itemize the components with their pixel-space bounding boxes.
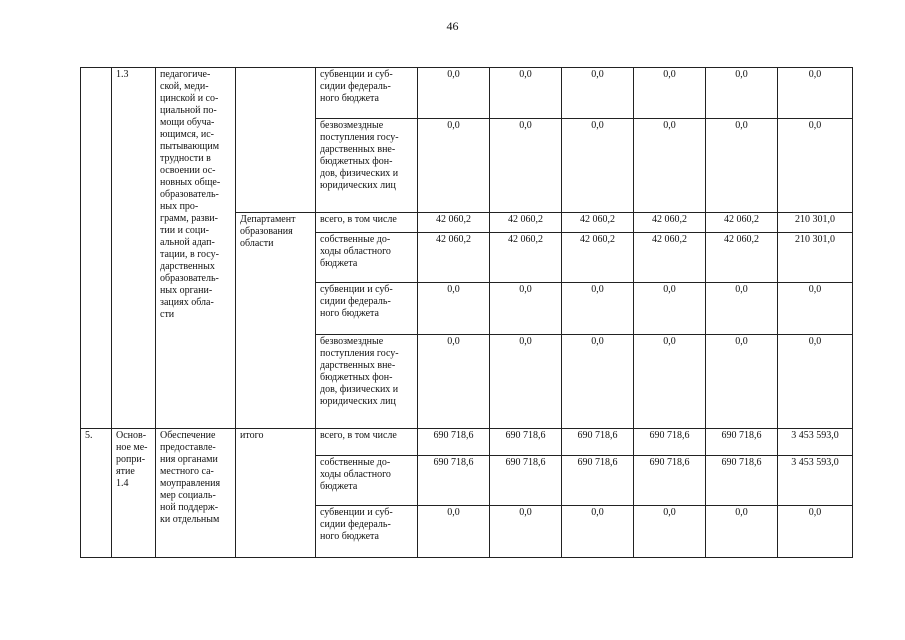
total-value-cell: 0,0 [778,506,853,558]
year-value-cell: 690 718,6 [418,429,490,456]
year-value-cell: 0,0 [418,68,490,119]
year-value-cell: 690 718,6 [490,429,562,456]
row-number-cell: 5. [81,429,112,558]
year-value-cell: 42 060,2 [562,233,634,283]
year-value-cell: 0,0 [418,335,490,429]
year-value-cell: 0,0 [634,335,706,429]
year-value-cell: 690 718,6 [490,456,562,506]
year-value-cell: 0,0 [490,335,562,429]
funding-source-cell: субвенции и суб- сидии федераль- ного бюджета [316,506,418,558]
measure-code-cell: Основ- ное ме- ропри- ятие 1.4 [112,429,156,558]
measure-name-cell: педагогиче- ской, меди- цинской и со- циальной по- мощи обуча- ющимся, ис- пытывающим трудности в освоении ос- новных обще- образователь- ных про- грамм, разви- тии и соци- альной адап- тации, в госу- дарственных образователь- ных органи- зациях обла- сти [156,68,236,429]
year-value-cell: 0,0 [562,283,634,335]
year-value-cell: 0,0 [562,335,634,429]
year-value-cell: 0,0 [490,283,562,335]
year-value-cell: 0,0 [634,283,706,335]
executor-cell: итого [236,429,316,558]
year-value-cell: 0,0 [706,119,778,213]
year-value-cell: 0,0 [634,119,706,213]
budget-table [80,67,853,558]
year-value-cell: 0,0 [490,506,562,558]
year-value-cell: 0,0 [418,506,490,558]
year-value-cell: 690 718,6 [634,429,706,456]
year-value-cell: 42 060,2 [418,233,490,283]
year-value-cell: 0,0 [562,68,634,119]
funding-source-cell: всего, в том числе [316,213,418,233]
total-value-cell: 3 453 593,0 [778,456,853,506]
year-value-cell: 0,0 [706,506,778,558]
funding-source-cell: собственные до- ходы областного бюджета [316,456,418,506]
year-value-cell: 42 060,2 [490,233,562,283]
budget-table-body [81,68,853,558]
year-value-cell: 42 060,2 [634,213,706,233]
funding-source-cell: всего, в том числе [316,429,418,456]
year-value-cell: 690 718,6 [418,456,490,506]
year-value-cell: 0,0 [490,68,562,119]
year-value-cell: 0,0 [418,283,490,335]
year-value-cell: 42 060,2 [706,233,778,283]
row-number-cell [81,68,112,429]
year-value-cell: 0,0 [706,68,778,119]
year-value-cell: 42 060,2 [490,213,562,233]
year-value-cell: 690 718,6 [562,429,634,456]
year-value-cell: 0,0 [418,119,490,213]
year-value-cell: 0,0 [562,119,634,213]
year-value-cell: 0,0 [634,68,706,119]
table-row [81,68,853,119]
year-value-cell: 690 718,6 [706,429,778,456]
year-value-cell: 0,0 [706,283,778,335]
page-number: 46 [446,19,459,33]
total-value-cell: 210 301,0 [778,213,853,233]
measure-name-cell: Обеспечение предоставле- ния органами местного са- моуправления мер социаль- ной поддерж- ки отдельным [156,429,236,558]
total-value-cell: 0,0 [778,335,853,429]
year-value-cell: 42 060,2 [706,213,778,233]
year-value-cell: 0,0 [706,335,778,429]
table-row [81,429,853,456]
year-value-cell: 690 718,6 [634,456,706,506]
measure-code-cell: 1.3 [112,68,156,429]
total-value-cell: 0,0 [778,68,853,119]
total-value-cell: 0,0 [778,119,853,213]
year-value-cell: 0,0 [634,506,706,558]
total-value-cell: 0,0 [778,283,853,335]
year-value-cell: 0,0 [562,506,634,558]
funding-source-cell: безвозмездные поступления госу- дарственных вне- бюджетных фон- дов, физических и юридических лиц [316,119,418,213]
year-value-cell: 42 060,2 [634,233,706,283]
year-value-cell: 690 718,6 [562,456,634,506]
executor-cell [236,68,316,213]
funding-source-cell: собственные до- ходы областного бюджета [316,233,418,283]
year-value-cell: 0,0 [490,119,562,213]
funding-source-cell: безвозмездные поступления госу- дарственных вне- бюджетных фон- дов, физических и юридических лиц [316,335,418,429]
funding-source-cell: субвенции и суб- сидии федераль- ного бюджета [316,283,418,335]
year-value-cell: 42 060,2 [418,213,490,233]
year-value-cell: 690 718,6 [706,456,778,506]
executor-cell: Департамент образования области [236,213,316,429]
total-value-cell: 3 453 593,0 [778,429,853,456]
total-value-cell: 210 301,0 [778,233,853,283]
year-value-cell: 42 060,2 [562,213,634,233]
funding-source-cell: субвенции и суб- сидии федераль- ного бюджета [316,68,418,119]
